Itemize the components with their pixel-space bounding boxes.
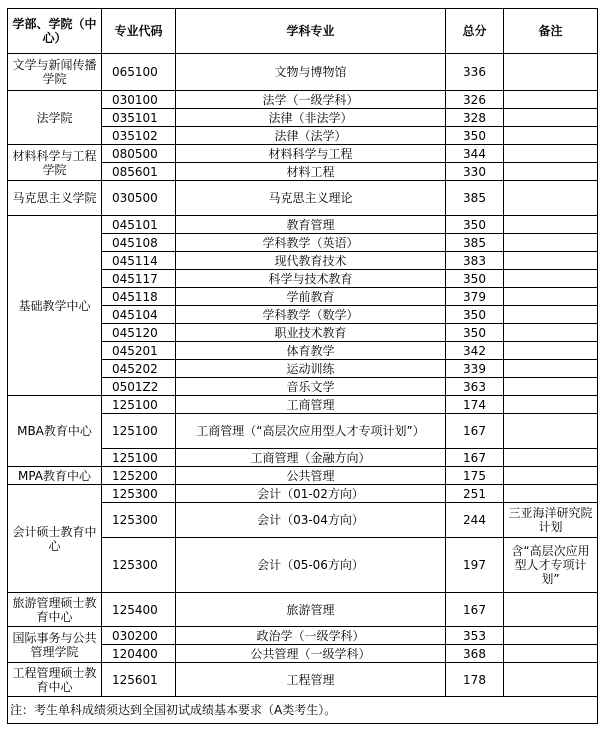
score-cell: 328 bbox=[446, 109, 504, 127]
note-cell: 含“高层次应用型人才专项计划” bbox=[504, 538, 598, 593]
code-cell: 0501Z2 bbox=[102, 378, 176, 396]
score-cell: 167 bbox=[446, 414, 504, 449]
major-cell: 会计（03-04方向） bbox=[176, 503, 446, 538]
major-cell: 学科教学（数学） bbox=[176, 306, 446, 324]
footnote-row bbox=[8, 697, 598, 724]
code-cell: 125200 bbox=[102, 467, 176, 485]
score-cell: 326 bbox=[446, 91, 504, 109]
code-cell: 035102 bbox=[102, 127, 176, 145]
dept-cell: 基础教学中心 bbox=[8, 216, 102, 396]
score-cell: 385 bbox=[446, 234, 504, 252]
code-cell: 045101 bbox=[102, 216, 176, 234]
note-cell bbox=[504, 91, 598, 109]
note-cell bbox=[504, 378, 598, 396]
major-cell: 马克思主义理论 bbox=[176, 181, 446, 216]
score-cell: 383 bbox=[446, 252, 504, 270]
score-cell: 330 bbox=[446, 163, 504, 181]
major-cell: 材料工程 bbox=[176, 163, 446, 181]
score-cell: 344 bbox=[446, 145, 504, 163]
table-row bbox=[8, 54, 598, 91]
code-cell: 085601 bbox=[102, 163, 176, 181]
note-cell bbox=[504, 270, 598, 288]
score-cell: 336 bbox=[446, 54, 504, 91]
code-cell: 045108 bbox=[102, 234, 176, 252]
major-cell: 旅游管理 bbox=[176, 593, 446, 627]
score-table-container bbox=[7, 8, 598, 724]
note-cell bbox=[504, 234, 598, 252]
score-cell: 350 bbox=[446, 127, 504, 145]
major-cell: 职业技术教育 bbox=[176, 324, 446, 342]
note-cell bbox=[504, 306, 598, 324]
header-score: 总分 bbox=[446, 9, 504, 54]
score-cell: 244 bbox=[446, 503, 504, 538]
code-cell: 030500 bbox=[102, 181, 176, 216]
table-row bbox=[8, 396, 598, 414]
major-cell: 工商管理（“高层次应用型人才专项计划”） bbox=[176, 414, 446, 449]
table-row bbox=[8, 467, 598, 485]
table-row bbox=[8, 91, 598, 109]
code-cell: 080500 bbox=[102, 145, 176, 163]
header-major: 学科专业 bbox=[176, 9, 446, 54]
score-cell: 342 bbox=[446, 342, 504, 360]
major-cell: 工商管理 bbox=[176, 396, 446, 414]
header-row bbox=[8, 9, 598, 54]
table-row bbox=[8, 485, 598, 503]
code-cell: 125400 bbox=[102, 593, 176, 627]
dept-cell: 国际事务与公共管理学院 bbox=[8, 627, 102, 663]
score-cell: 174 bbox=[446, 396, 504, 414]
note-cell bbox=[504, 127, 598, 145]
score-cell: 379 bbox=[446, 288, 504, 306]
major-cell: 学科教学（英语） bbox=[176, 234, 446, 252]
note-cell: 三亚海洋研究院计划 bbox=[504, 503, 598, 538]
code-cell: 125100 bbox=[102, 449, 176, 467]
note-cell bbox=[504, 467, 598, 485]
code-cell: 125300 bbox=[102, 485, 176, 503]
major-cell: 现代教育技术 bbox=[176, 252, 446, 270]
code-cell: 125300 bbox=[102, 503, 176, 538]
note-cell bbox=[504, 54, 598, 91]
score-cell: 350 bbox=[446, 306, 504, 324]
note-cell bbox=[504, 396, 598, 414]
code-cell: 065100 bbox=[102, 54, 176, 91]
table-row bbox=[8, 593, 598, 627]
score-cell: 350 bbox=[446, 270, 504, 288]
code-cell: 045114 bbox=[102, 252, 176, 270]
code-cell: 045202 bbox=[102, 360, 176, 378]
score-cell: 178 bbox=[446, 663, 504, 697]
table-row bbox=[8, 181, 598, 216]
note-cell bbox=[504, 109, 598, 127]
major-cell: 音乐文学 bbox=[176, 378, 446, 396]
score-cell: 197 bbox=[446, 538, 504, 593]
score-cell: 167 bbox=[446, 449, 504, 467]
note-cell bbox=[504, 414, 598, 449]
code-cell: 125100 bbox=[102, 396, 176, 414]
note-cell bbox=[504, 252, 598, 270]
code-cell: 120400 bbox=[102, 645, 176, 663]
code-cell: 045104 bbox=[102, 306, 176, 324]
dept-cell: 旅游管理硕士教育中心 bbox=[8, 593, 102, 627]
major-cell: 会计（01-02方向） bbox=[176, 485, 446, 503]
note-cell bbox=[504, 216, 598, 234]
major-cell: 科学与技术教育 bbox=[176, 270, 446, 288]
table-row bbox=[8, 663, 598, 697]
major-cell: 法律（非法学） bbox=[176, 109, 446, 127]
note-cell bbox=[504, 163, 598, 181]
dept-cell: 法学院 bbox=[8, 91, 102, 145]
score-cell: 167 bbox=[446, 593, 504, 627]
major-cell: 工程管理 bbox=[176, 663, 446, 697]
major-cell: 政治学（一级学科） bbox=[176, 627, 446, 645]
major-cell: 文物与博物馆 bbox=[176, 54, 446, 91]
code-cell: 045120 bbox=[102, 324, 176, 342]
score-cell: 353 bbox=[446, 627, 504, 645]
score-cell: 385 bbox=[446, 181, 504, 216]
score-cell: 251 bbox=[446, 485, 504, 503]
dept-cell: MBA教育中心 bbox=[8, 396, 102, 467]
score-table bbox=[7, 8, 598, 724]
major-cell: 法学（一级学科） bbox=[176, 91, 446, 109]
major-cell: 公共管理（一级学科） bbox=[176, 645, 446, 663]
footnote: 注：考生单科成绩须达到全国初试成绩基本要求（A类考生）。 bbox=[8, 697, 598, 724]
code-cell: 035101 bbox=[102, 109, 176, 127]
note-cell bbox=[504, 324, 598, 342]
dept-cell: 会计硕士教育中心 bbox=[8, 485, 102, 593]
header-note: 备注 bbox=[504, 9, 598, 54]
dept-cell: 材料科学与工程学院 bbox=[8, 145, 102, 181]
note-cell bbox=[504, 627, 598, 645]
dept-cell: 马克思主义学院 bbox=[8, 181, 102, 216]
code-cell: 045201 bbox=[102, 342, 176, 360]
score-cell: 339 bbox=[446, 360, 504, 378]
major-cell: 运动训练 bbox=[176, 360, 446, 378]
header-code: 专业代码 bbox=[102, 9, 176, 54]
score-cell: 175 bbox=[446, 467, 504, 485]
score-cell: 368 bbox=[446, 645, 504, 663]
code-cell: 030100 bbox=[102, 91, 176, 109]
note-cell bbox=[504, 485, 598, 503]
note-cell bbox=[504, 181, 598, 216]
note-cell bbox=[504, 645, 598, 663]
note-cell bbox=[504, 360, 598, 378]
major-cell: 教育管理 bbox=[176, 216, 446, 234]
code-cell: 045117 bbox=[102, 270, 176, 288]
note-cell bbox=[504, 593, 598, 627]
note-cell bbox=[504, 288, 598, 306]
note-cell bbox=[504, 449, 598, 467]
note-cell bbox=[504, 663, 598, 697]
code-cell: 125300 bbox=[102, 538, 176, 593]
table-row bbox=[8, 627, 598, 645]
major-cell: 材料科学与工程 bbox=[176, 145, 446, 163]
major-cell: 会计（05-06方向） bbox=[176, 538, 446, 593]
note-cell bbox=[504, 145, 598, 163]
major-cell: 工商管理（金融方向） bbox=[176, 449, 446, 467]
score-cell: 350 bbox=[446, 216, 504, 234]
score-cell: 363 bbox=[446, 378, 504, 396]
dept-cell: 文学与新闻传播学院 bbox=[8, 54, 102, 91]
major-cell: 法律（法学） bbox=[176, 127, 446, 145]
table-row bbox=[8, 216, 598, 234]
major-cell: 公共管理 bbox=[176, 467, 446, 485]
major-cell: 体育教学 bbox=[176, 342, 446, 360]
dept-cell: 工程管理硕士教育中心 bbox=[8, 663, 102, 697]
code-cell: 030200 bbox=[102, 627, 176, 645]
code-cell: 045118 bbox=[102, 288, 176, 306]
code-cell: 125100 bbox=[102, 414, 176, 449]
score-cell: 350 bbox=[446, 324, 504, 342]
major-cell: 学前教育 bbox=[176, 288, 446, 306]
header-dept: 学部、学院（中心） bbox=[8, 9, 102, 54]
code-cell: 125601 bbox=[102, 663, 176, 697]
dept-cell: MPA教育中心 bbox=[8, 467, 102, 485]
table-row bbox=[8, 145, 598, 163]
note-cell bbox=[504, 342, 598, 360]
